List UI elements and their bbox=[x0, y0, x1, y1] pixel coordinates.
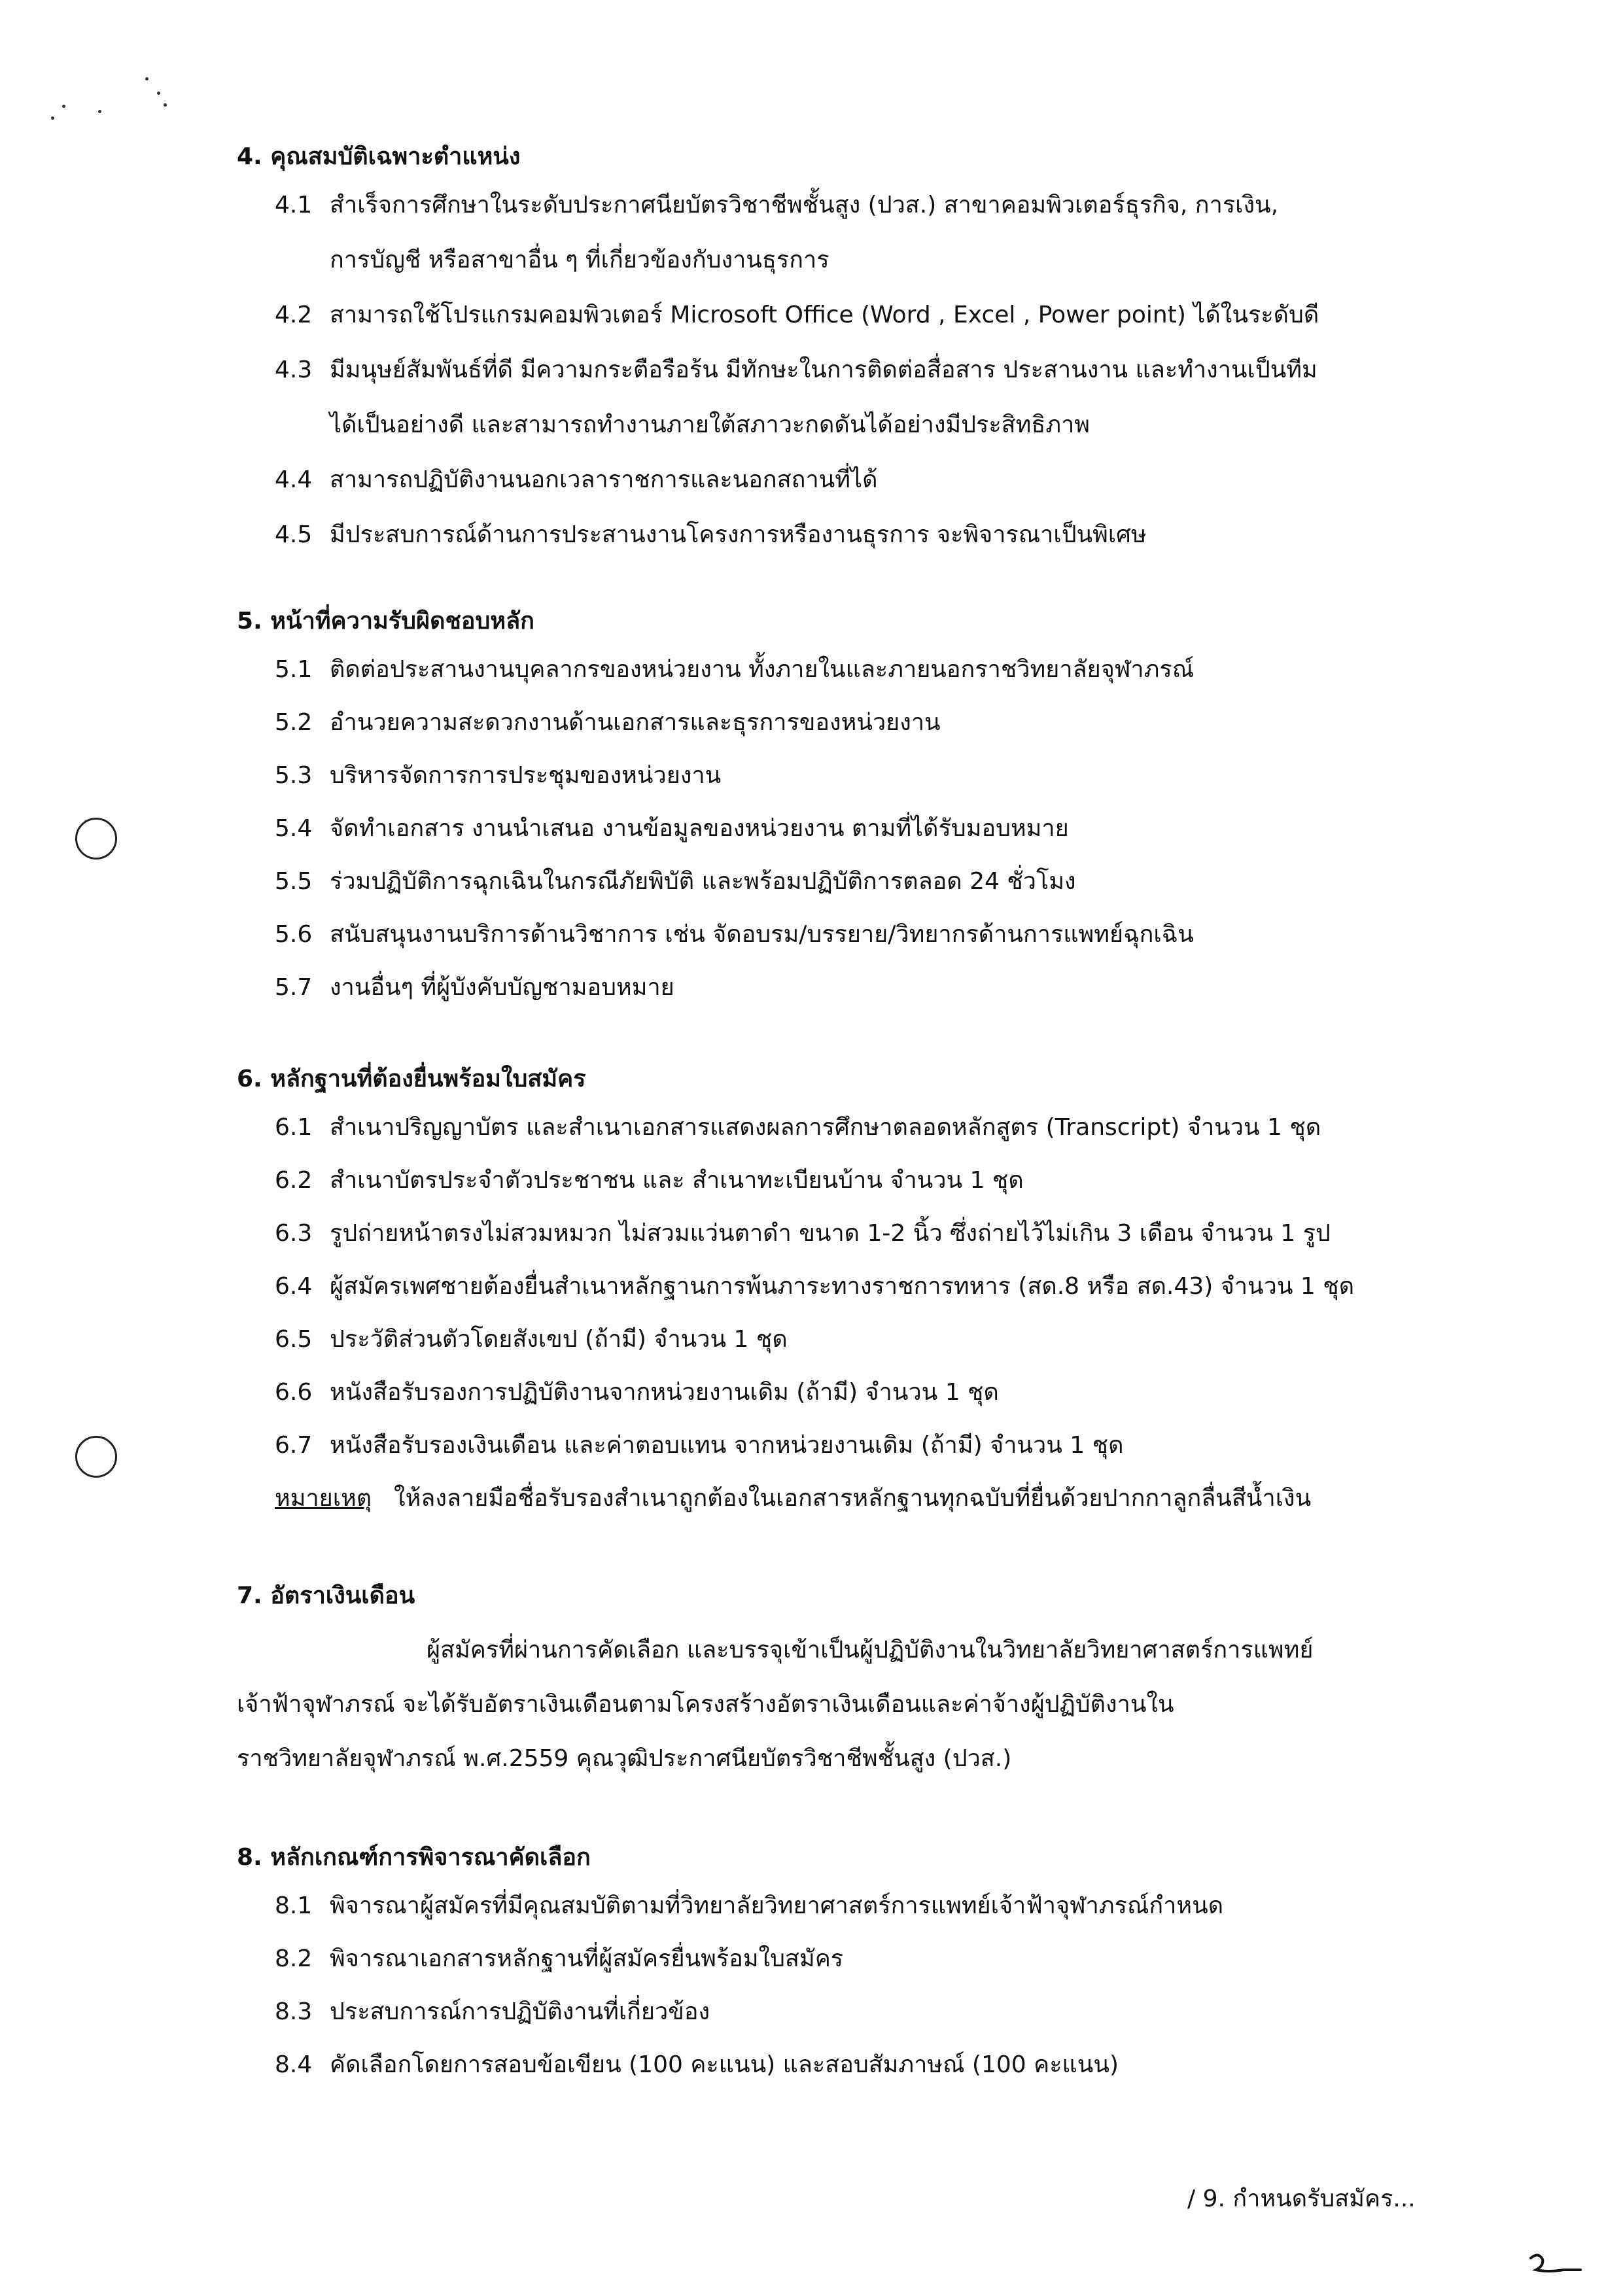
list-item bbox=[237, 706, 1519, 759]
item-number: 4.3 bbox=[275, 357, 313, 383]
item-text: ประวัติส่วนตัวโดยสังเขป (ถ้ามี) จำนวน 1 ชุด bbox=[330, 1326, 788, 1353]
section-heading: 8. หลักเกณฑ์การพิจารณาคัดเลือก bbox=[237, 1844, 591, 1871]
item-number: 8.1 bbox=[275, 1892, 313, 1919]
item-number: 5.3 bbox=[275, 762, 313, 789]
list-item bbox=[237, 299, 1519, 354]
page-mark-icon bbox=[1524, 2250, 1583, 2283]
item-number: 6.2 bbox=[275, 1167, 313, 1194]
item-text: บริหารจัดการการประชุมของหน่วยงาน bbox=[330, 762, 722, 789]
list-item bbox=[237, 812, 1519, 865]
item-number: 8.2 bbox=[275, 1945, 313, 1972]
item-text: หนังสือรับรองเงินเดือน และค่าตอบแทน จากหน่วยงานเดิม (ถ้ามี) จำนวน 1 ชุด bbox=[330, 1432, 1124, 1459]
item-text: สำเร็จการศึกษาในระดับประกาศนียบัตรวิชาชีพชั้นสูง (ปวส.) สาขาคอมพิวเตอร์ธุรกิจ, การเงิน, bbox=[330, 192, 1279, 218]
note-line bbox=[237, 1482, 1519, 1522]
item-number: 6.4 bbox=[275, 1273, 313, 1300]
section-5-responsibilities bbox=[237, 605, 1519, 1024]
item-text-continued: ได้เป็นอย่างดี และสามารถทำงานภายใต้สภาวะกดดันได้อย่างมีประสิทธิภาพ bbox=[330, 411, 1091, 438]
item-text: มีประสบการณ์ด้านการประสานงานโครงการหรืองานธุรการ จะพิจารณาเป็นพิเศษ bbox=[330, 521, 1147, 548]
section-6-required-documents bbox=[237, 1063, 1519, 1522]
item-text: สามารถใช้โปรแกรมคอมพิวเตอร์ Microsoft Office (Word , Excel , Power point) ได้ในระดับดี bbox=[330, 302, 1319, 328]
scan-speck bbox=[157, 92, 160, 95]
note-text: ให้ลงลายมือชื่อรับรองสำเนาถูกต้องในเอกสารหลักฐานทุกฉบับที่ยื่นด้วยปากกาลูกลื่นสีน้ำเงิน bbox=[394, 1485, 1312, 1512]
salary-paragraph-line-1: ผู้สมัครที่ผ่านการคัดเลือก และบรรจุเข้าเป็นผู้ปฏิบัติงานในวิทยาลัยวิทยาศาสตร์การแพทย์ bbox=[427, 1637, 1314, 1663]
item-number: 4.2 bbox=[275, 302, 313, 328]
item-text: คัดเลือกโดยการสอบข้อเขียน (100 คะแนน) และสอบสัมภาษณ์ (100 คะแนน) bbox=[330, 2051, 1119, 2078]
item-number: 5.4 bbox=[275, 815, 313, 842]
list-item bbox=[237, 519, 1519, 574]
item-text: หนังสือรับรองการปฏิบัติงานจากหน่วยงานเดิม (ถ้ามี) จำนวน 1 ชุด bbox=[330, 1379, 999, 1406]
item-text: สำเนาบัตรประจำตัวประชาชน และ สำเนาทะเบียนบ้าน จำนวน 1 ชุด bbox=[330, 1167, 1024, 1194]
section-4-qualifications bbox=[237, 141, 1519, 574]
item-number: 5.5 bbox=[275, 868, 313, 895]
item-number: 4.5 bbox=[275, 521, 313, 548]
salary-paragraph-line-3: ราชวิทยาลัยจุฬาภรณ์ พ.ศ.2559 คุณวุฒิประกาศนียบัตรวิชาชีพชั้นสูง (ปวส.) bbox=[237, 1745, 1012, 1772]
item-text: จัดทำเอกสาร งานนำเสนอ งานข้อมูลของหน่วยงาน ตามที่ได้รับมอบหมาย bbox=[330, 815, 1069, 842]
item-number: 8.4 bbox=[275, 2051, 313, 2078]
section-7-salary bbox=[237, 1580, 1519, 1786]
list-item bbox=[237, 1164, 1519, 1217]
item-number: 5.7 bbox=[275, 974, 313, 1001]
section-heading: 6. หลักฐานที่ต้องยื่นพร้อมใบสมัคร bbox=[237, 1066, 586, 1092]
list-item bbox=[237, 1996, 1519, 2049]
scan-speck bbox=[164, 103, 167, 107]
item-text: สำเนาปริญญาบัตร และสำเนาเอกสารแสดงผลการศึกษาตลอดหลักสูตร (Transcript) จำนวน 1 ชุด bbox=[330, 1114, 1321, 1141]
item-text: พิจารณาผู้สมัครที่มีคุณสมบัติตามที่วิทยาลัยวิทยาศาสตร์การแพทย์เจ้าฟ้าจุฬาภรณ์กำหนด bbox=[330, 1892, 1224, 1919]
item-number: 6.1 bbox=[275, 1114, 313, 1141]
section-heading: 7. อัตราเงินเดือน bbox=[237, 1582, 415, 1609]
item-text: ผู้สมัครเพศชายต้องยื่นสำเนาหลักฐานการพ้นภาระทางราชการทหาร (สด.8 หรือ สด.43) จำนวน 1 ชุด bbox=[330, 1273, 1355, 1300]
item-text: งานอื่นๆ ที่ผู้บังคับบัญชามอบหมาย bbox=[330, 974, 674, 1001]
list-item bbox=[237, 971, 1519, 1024]
item-text: สามารถปฏิบัติงานนอกเวลาราชการและนอกสถานที่ได้ bbox=[330, 466, 878, 493]
item-text: ติดต่อประสานงานบุคลากรของหน่วยงาน ทั้งภายในและภายนอกราชวิทยาลัยจุฬาภรณ์ bbox=[330, 656, 1195, 683]
list-item bbox=[237, 2049, 1519, 2102]
item-text: รูปถ่ายหน้าตรงไม่สวมหมวก ไม่สวมแว่นตาดำ ขนาด 1-2 นิ้ว ซึ่งถ่ายไว้ไม่เกิน 3 เดือน จำนวน 1 รูป bbox=[330, 1220, 1331, 1247]
list-item bbox=[237, 1323, 1519, 1376]
item-number: 5.6 bbox=[275, 921, 313, 948]
list-item bbox=[237, 865, 1519, 918]
section-8-selection-criteria bbox=[237, 1841, 1519, 2102]
list-item bbox=[237, 354, 1519, 409]
list-item-continuation bbox=[237, 409, 1519, 464]
note-label: หมายเหตุ bbox=[275, 1485, 372, 1512]
item-text: ประสบการณ์การปฏิบัติงานที่เกี่ยวข้อง bbox=[330, 1998, 710, 2025]
item-text: ร่วมปฏิบัติการฉุกเฉินในกรณีภัยพิบัติ และพร้อมปฏิบัติการตลอด 24 ชั่วโมง bbox=[330, 868, 1076, 895]
handwritten-page-mark bbox=[1524, 2250, 1583, 2286]
section-heading: 4. คุณสมบัติเฉพาะตำแหน่ง bbox=[237, 143, 521, 170]
list-item bbox=[237, 464, 1519, 519]
list-item bbox=[237, 759, 1519, 812]
list-item bbox=[237, 1943, 1519, 1996]
continued-next-page: / 9. กำหนดรับสมัคร... bbox=[1187, 2185, 1416, 2212]
list-item bbox=[237, 1111, 1519, 1164]
list-item bbox=[237, 1429, 1519, 1482]
item-number: 5.2 bbox=[275, 709, 313, 736]
item-text: มีมนุษย์สัมพันธ์ที่ดี มีความกระตือรือร้น มีทักษะในการติดต่อสื่อสาร ประสานงาน และทำงานเป็นทีม bbox=[330, 357, 1318, 383]
item-number: 6.3 bbox=[275, 1220, 313, 1247]
list-item bbox=[237, 1270, 1519, 1323]
item-text: สนับสนุนงานบริการด้านวิชาการ เช่น จัดอบรม/บรรยาย/วิทยากรด้านการแพทย์ฉุกเฉิน bbox=[330, 921, 1194, 948]
list-item bbox=[237, 1217, 1519, 1270]
item-number: 5.1 bbox=[275, 656, 313, 683]
item-number: 8.3 bbox=[275, 1998, 313, 2025]
list-item-continuation bbox=[237, 244, 1519, 299]
item-number: 6.6 bbox=[275, 1379, 313, 1406]
scan-speck bbox=[145, 77, 148, 80]
scan-speck bbox=[51, 116, 54, 120]
punch-hole-bottom bbox=[75, 1436, 117, 1478]
item-number: 6.5 bbox=[275, 1326, 313, 1353]
salary-paragraph-line-2: เจ้าฟ้าจุฬาภรณ์ จะได้รับอัตราเงินเดือนตามโครงสร้างอัตราเงินเดือนและค่าจ้างผู้ปฏิบัติงานใน bbox=[237, 1691, 1174, 1718]
scan-speck bbox=[98, 110, 101, 113]
scan-speck bbox=[62, 105, 65, 108]
list-item bbox=[237, 1376, 1519, 1429]
item-number: 4.4 bbox=[275, 466, 313, 493]
list-item bbox=[237, 653, 1519, 706]
item-number: 4.1 bbox=[275, 192, 313, 218]
list-item bbox=[237, 1890, 1519, 1943]
list-item bbox=[237, 918, 1519, 971]
punch-hole-top bbox=[75, 818, 117, 860]
item-number: 6.7 bbox=[275, 1432, 313, 1459]
item-text: อำนวยความสะดวกงานด้านเอกสารและธุรการของหน่วยงาน bbox=[330, 709, 941, 736]
list-item bbox=[237, 189, 1519, 244]
section-heading: 5. หน้าที่ความรับผิดชอบหลัก bbox=[237, 608, 534, 635]
item-text: พิจารณาเอกสารหลักฐานที่ผู้สมัครยื่นพร้อมใบสมัคร bbox=[330, 1945, 844, 1972]
item-text-continued: การบัญชี หรือสาขาอื่น ๆ ที่เกี่ยวข้องกับงานธุรการ bbox=[330, 247, 829, 273]
